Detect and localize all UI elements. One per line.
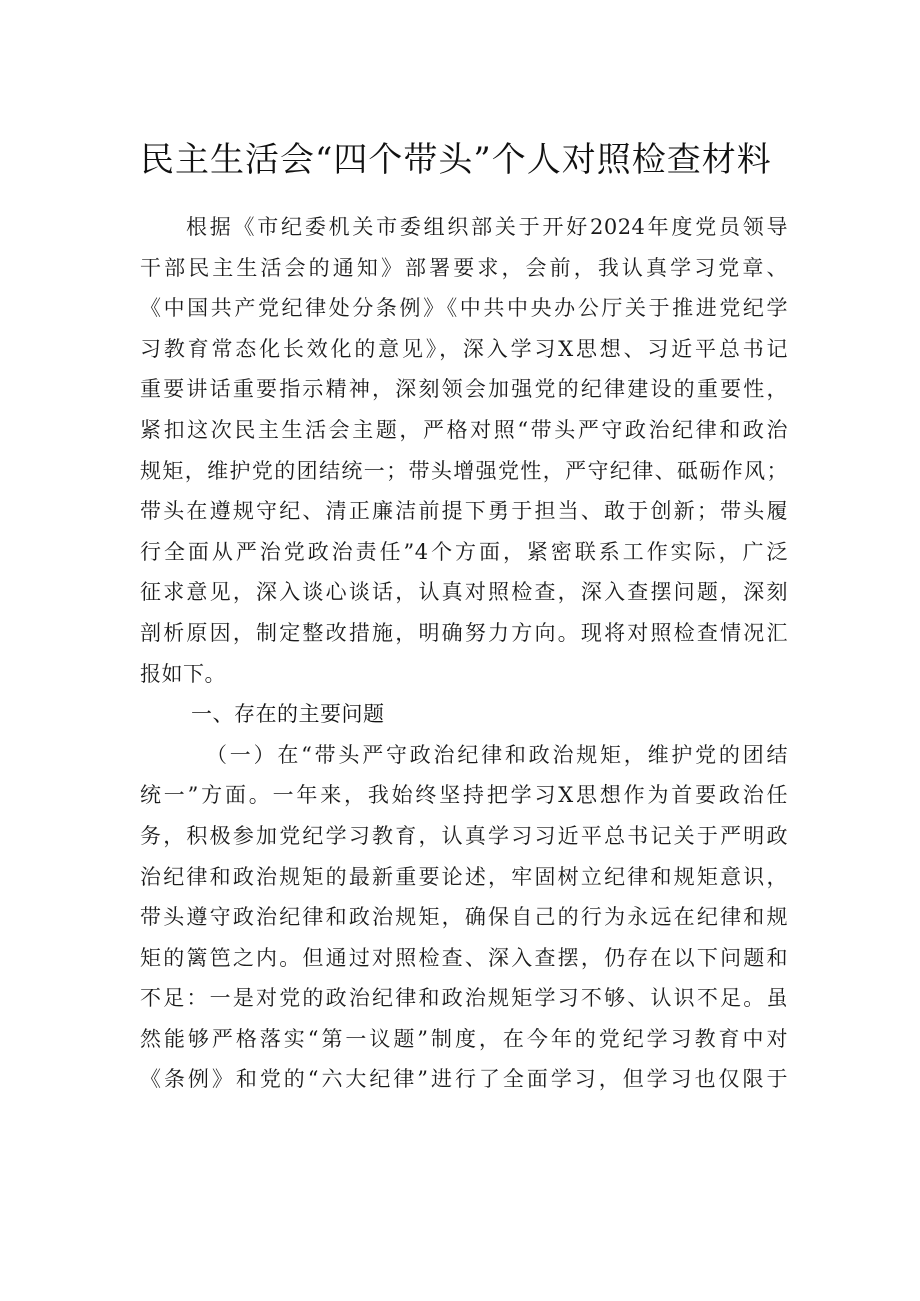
- section-line: 治纪律和政治规矩的最新重要论述，牢固树立纪律和规矩意识，: [140, 864, 788, 889]
- intro-line: 规矩，维护党的团结统一；带头增强党性，严守纪律、砥砺作风；: [140, 458, 788, 483]
- section-heading: 一、存在的主要问题: [191, 702, 385, 727]
- intro-line: 紧扣这次民主生活会主题，严格对照“带头严守政治纪律和政治: [140, 417, 788, 442]
- section-line: （一）在“带头严守政治纪律和政治规矩，维护党的团结: [206, 742, 788, 767]
- intro-line: 征求意见，深入谈心谈话，认真对照检查，深入查摆问题，深刻: [140, 580, 788, 605]
- document-title: 民主生活会“四个带头”个人对照检查材料: [140, 140, 772, 180]
- intro-line: 习教育常态化长效化的意见》，深入学习X思想、习近平总书记: [140, 336, 788, 361]
- section-line: 不足：一是对党的政治纪律和政治规矩学习不够、认识不足。虽: [140, 986, 788, 1011]
- document-body: [140, 207, 788, 1100]
- intro-line: 剖析原因，制定整改措施，明确努力方向。现将对照检查情况汇: [140, 620, 788, 645]
- section-line: 带头遵守政治纪律和政治规矩，确保自己的行为永远在纪律和规: [140, 905, 788, 930]
- intro-line: 干部民主生活会的通知》部署要求，会前，我认真学习党章、: [140, 255, 788, 280]
- section-line: 矩的篱笆之内。但通过对照检查、深入查摆，仍存在以下问题和: [140, 945, 788, 970]
- section-line: 《条例》和党的“六大纪律”进行了全面学习，但学习也仅限于: [140, 1067, 788, 1092]
- section-line: 统一”方面。一年来，我始终坚持把学习X思想作为首要政治任: [140, 783, 788, 808]
- section-line: 务，积极参加党纪学习教育，认真学习习近平总书记关于严明政: [140, 823, 788, 848]
- intro-line: 行全面从严治党政治责任”4个方面，紧密联系工作实际，广泛: [140, 539, 788, 564]
- intro-line: 《中国共产党纪律处分条例》《中共中央办公厅关于推进党纪学: [140, 296, 788, 321]
- section-line: 然能够严格落实“第一议题”制度，在今年的党纪学习教育中对: [140, 1026, 788, 1051]
- intro-line: 根据《市纪委机关市委组织部关于开好2024年度党员领导: [186, 215, 788, 239]
- intro-line: 带头在遵规守纪、清正廉洁前提下勇于担当、敢于创新；带头履: [140, 499, 788, 524]
- intro-line: 报如下。: [140, 661, 226, 686]
- intro-line: 重要讲话重要指示精神，深刻领会加强党的纪律建设的重要性，: [140, 377, 788, 402]
